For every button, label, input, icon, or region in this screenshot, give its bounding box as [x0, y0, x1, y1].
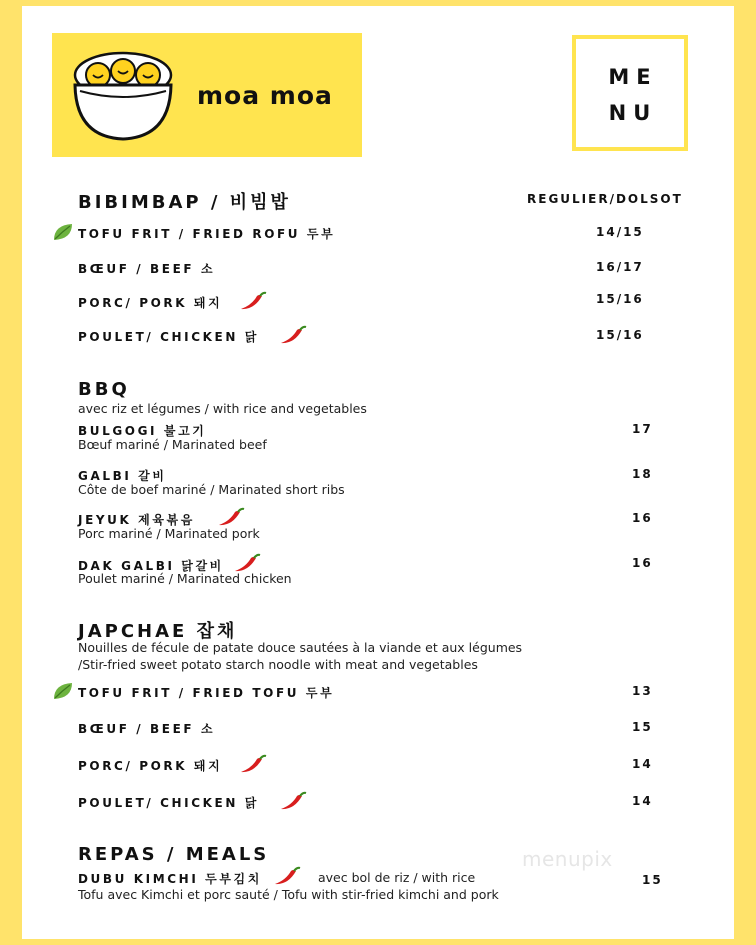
meals-item-desc: Tofu avec Kimchi et porc sauté / Tofu with stir-fried kimchi and pork — [78, 887, 499, 902]
bbq-price-jeyuk: 16 — [632, 511, 653, 525]
japchae-price-tofu: 13 — [632, 684, 653, 698]
bibimbap-column-label: REGULIER/DOLSOT — [527, 192, 683, 206]
japchae-price-pork: 14 — [632, 757, 653, 771]
meals-heading: REPAS / MEALS — [78, 844, 270, 865]
spicy-pepper-icon — [278, 324, 308, 346]
japchae-item-tofu: TOFU FRIT / FRIED TOFU 두부 — [78, 686, 335, 700]
japchae-desc-en: /Stir-fried sweet potato starch noodle with meat and vegetables — [78, 657, 478, 672]
bbq-desc-bulgogi: Bœuf mariné / Marinated beef — [78, 437, 267, 452]
menu-badge-line1: ME — [608, 65, 658, 89]
menu-badge — [572, 35, 688, 151]
spicy-pepper-icon — [278, 790, 308, 812]
spicy-pepper-icon — [238, 753, 268, 775]
vegetarian-leaf-icon — [52, 222, 74, 242]
bbq-price-bulgogi: 17 — [632, 422, 653, 436]
japchae-item-pork: PORC/ PORK 돼지 — [78, 759, 223, 773]
meals-price-dubu-kimchi: 15 — [642, 873, 663, 887]
meals-item-side: avec bol de riz / with rice — [318, 870, 476, 885]
watermark-text: menupix — [522, 847, 613, 871]
bbq-item-jeyuk: JEYUK 제육볶음 — [78, 513, 195, 527]
bibimbap-price-tofu: 14/15 — [596, 225, 644, 239]
japchae-desc-fr: Nouilles de fécule de patate douce sautées à la viande et aux légumes — [78, 640, 523, 655]
bbq-desc-dak-galbi: Poulet mariné / Marinated chicken — [78, 571, 292, 586]
rice-bowl-logo-icon — [62, 41, 184, 149]
japchae-item-chicken: POULET/ CHICKEN 닭 — [78, 796, 259, 810]
bibimbap-price-chicken: 15/16 — [596, 328, 644, 342]
menu-badge-line2: NU — [608, 101, 658, 125]
spicy-pepper-icon — [272, 865, 302, 887]
japchae-heading: JAPCHAE 잡채 — [78, 621, 238, 642]
bibimbap-price-pork: 15/16 — [596, 292, 644, 306]
bibimbap-item-pork: PORC/ PORK 돼지 — [78, 296, 223, 310]
bbq-price-dak-galbi: 16 — [632, 556, 653, 570]
vegetarian-leaf-icon — [52, 681, 74, 701]
bibimbap-item-chicken: POULET/ CHICKEN 닭 — [78, 330, 259, 344]
japchae-price-chicken: 14 — [632, 794, 653, 808]
meals-item-dubu-kimchi: DUBU KIMCHI 두부김치 — [78, 872, 262, 886]
bbq-heading: BBQ — [78, 379, 130, 400]
brand-logo-box — [52, 33, 362, 157]
bbq-item-dak-galbi: DAK GALBI 닭갈비 — [78, 559, 224, 573]
japchae-item-beef: BŒUF / BEEF 소 — [78, 722, 216, 736]
bibimbap-item-beef: BŒUF / BEEF 소 — [78, 262, 216, 276]
brand-name: moa moa — [197, 81, 333, 110]
bibimbap-item-tofu: TOFU FRIT / FRIED ROFU 두부 — [78, 227, 336, 241]
bbq-item-galbi: GALBI 갈비 — [78, 469, 167, 483]
bbq-subtitle: avec riz et légumes / with rice and vegetables — [78, 401, 367, 416]
spicy-pepper-icon — [238, 290, 268, 312]
japchae-price-beef: 15 — [632, 720, 653, 734]
bbq-item-bulgogi: BULGOGI 불고기 — [78, 424, 207, 438]
spicy-pepper-icon — [216, 506, 246, 528]
bibimbap-price-beef: 16/17 — [596, 260, 644, 274]
bbq-desc-galbi: Côte de boef mariné / Marinated short ribs — [78, 482, 345, 497]
bbq-desc-jeyuk: Porc mariné / Marinated pork — [78, 526, 260, 541]
bibimbap-heading: BIBIMBAP / 비빔밥 — [78, 192, 291, 213]
bbq-price-galbi: 18 — [632, 467, 653, 481]
